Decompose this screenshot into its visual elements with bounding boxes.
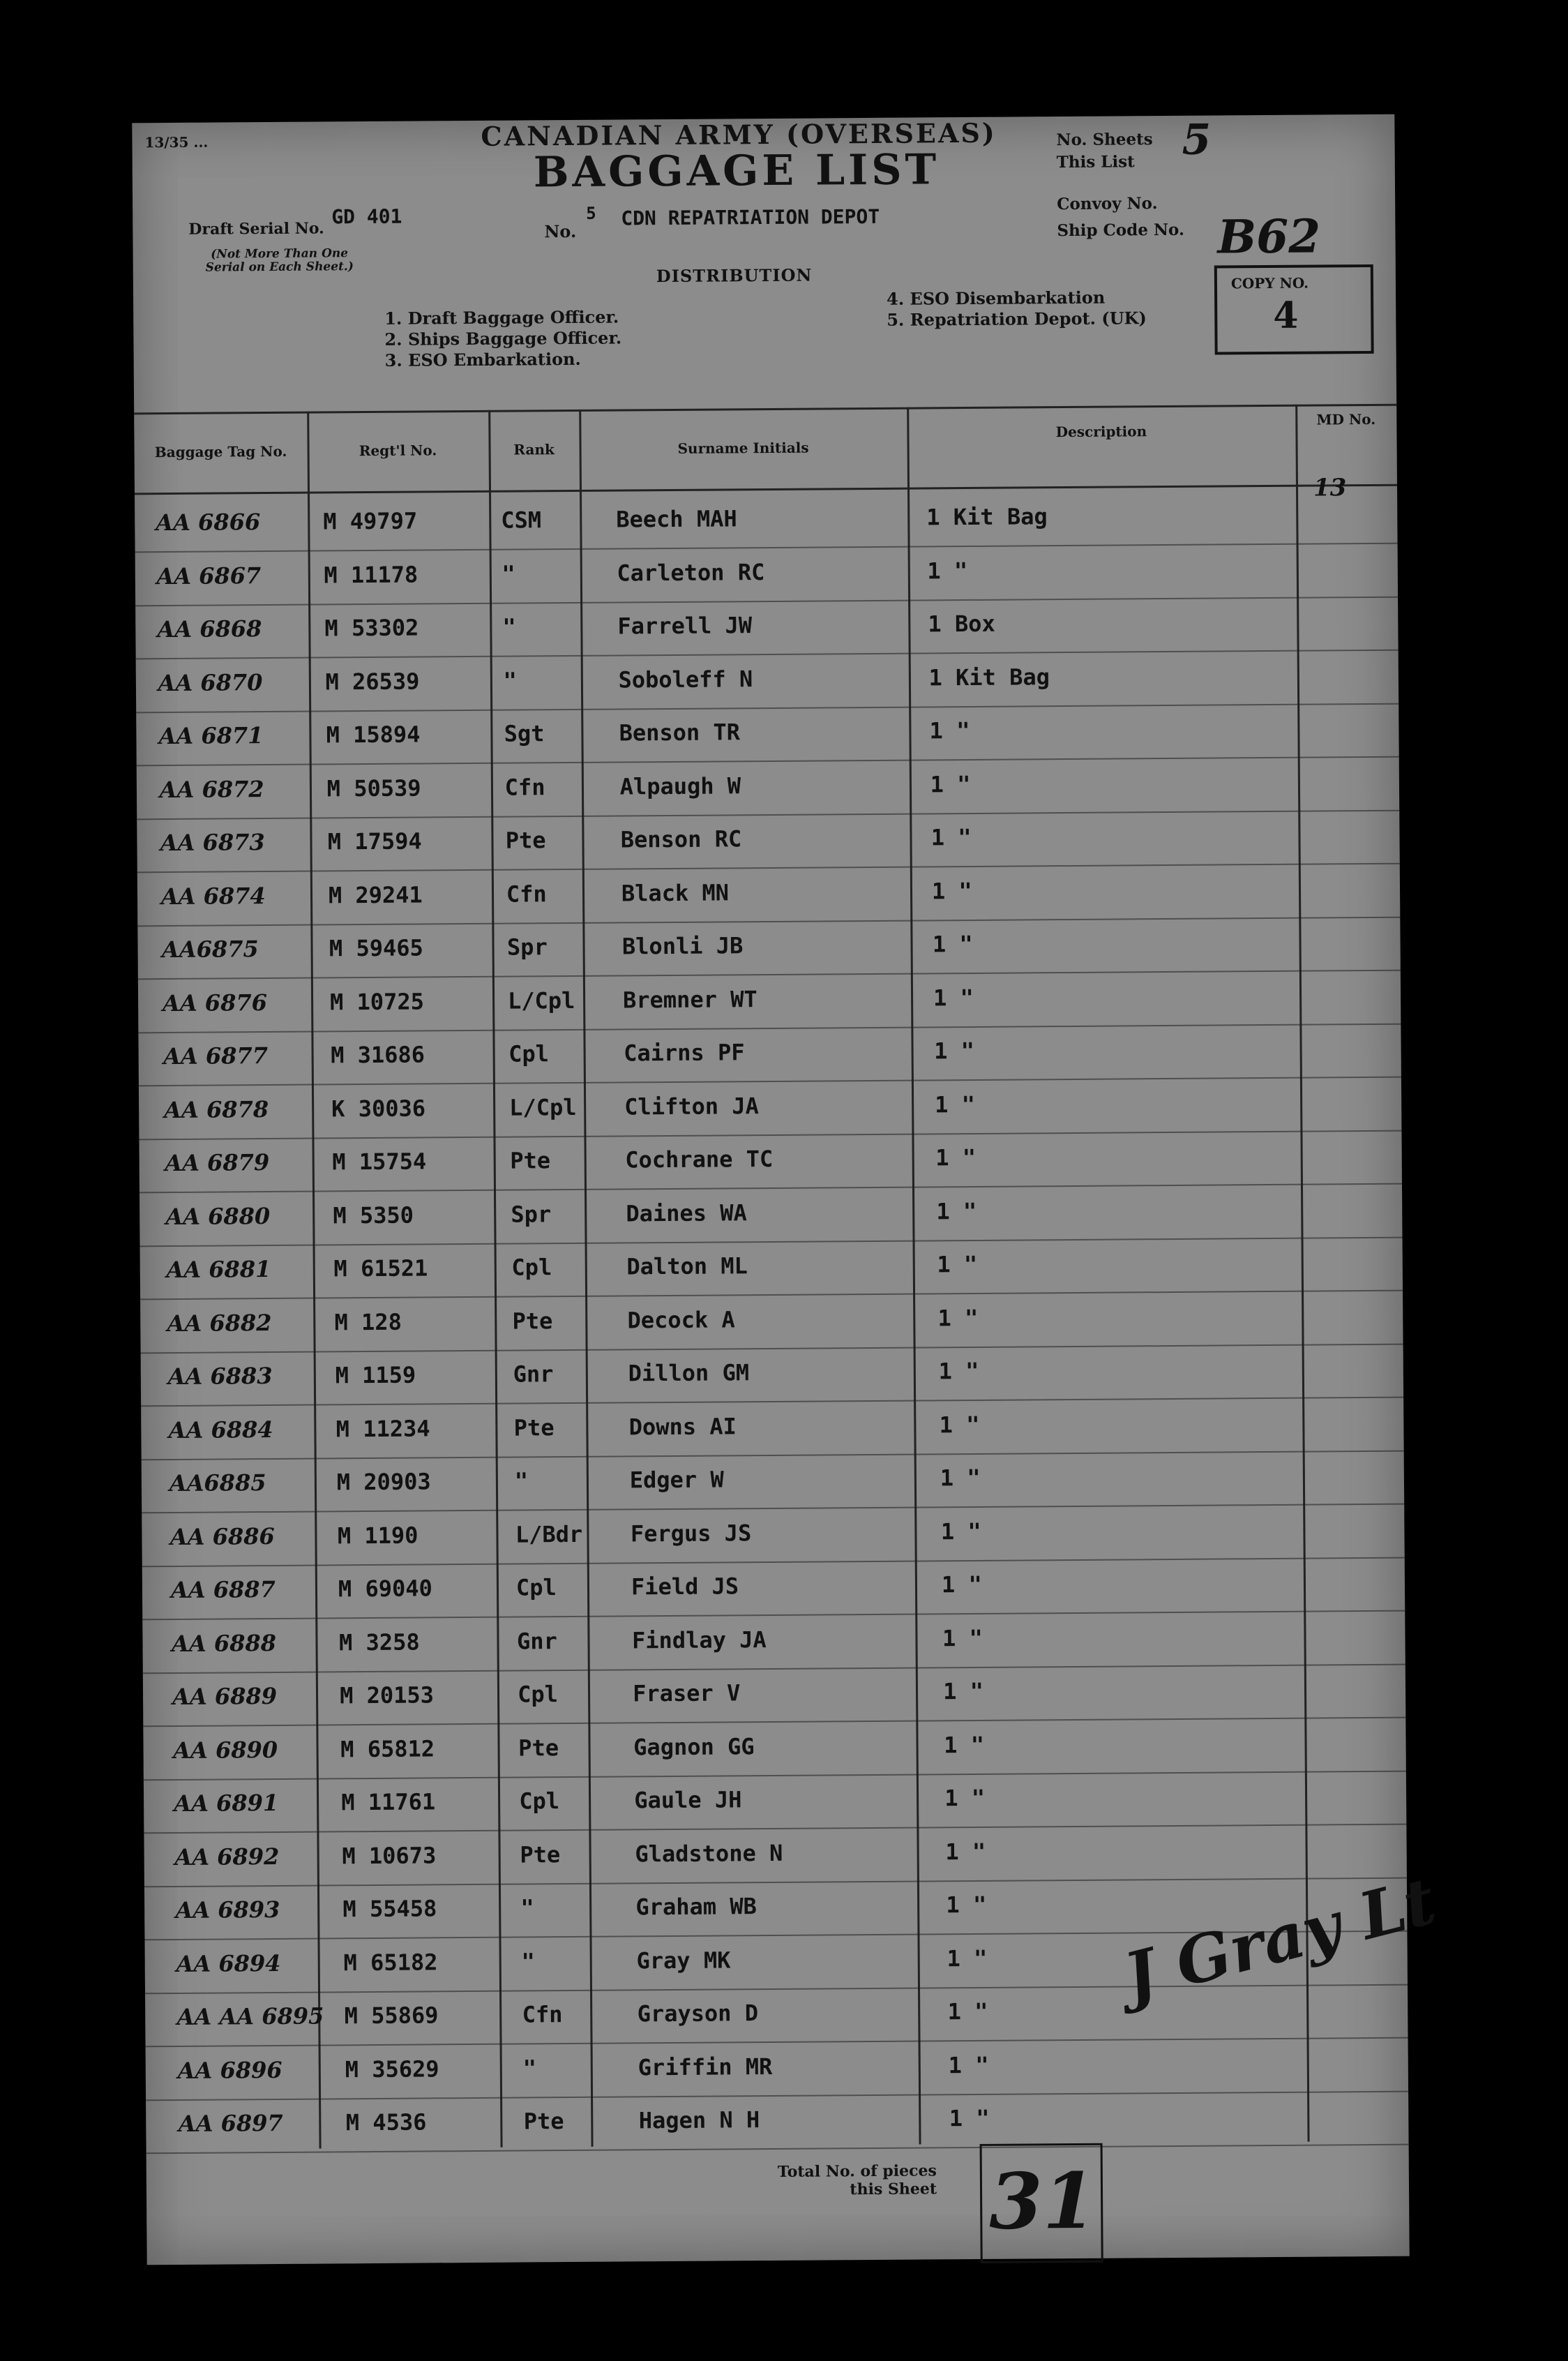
- distribution-item: 2. Ships Baggage Officer.: [384, 327, 622, 350]
- cell-rank: ": [502, 560, 515, 587]
- cell-surname-initials: Bremner WT: [622, 985, 757, 1013]
- cell-description: 1 Kit Bag: [928, 663, 1050, 691]
- row-rule: [144, 1824, 1406, 1834]
- cell-description: 1 ": [930, 770, 971, 797]
- form-number: 13/35 ...: [144, 133, 209, 151]
- cell-regt-no: M 20903: [336, 1468, 431, 1496]
- cell-description: 1 ": [942, 1677, 984, 1705]
- row-rule: [142, 1450, 1404, 1460]
- cell-surname-initials: Dalton ML: [626, 1252, 748, 1280]
- cell-baggage-tag: AA 6866: [156, 509, 261, 537]
- row-rule: [138, 1023, 1401, 1033]
- header-md-no: MD No.: [1316, 410, 1376, 428]
- cell-rank: ": [514, 1467, 529, 1494]
- no-sheets-label: No. Sheets: [1056, 130, 1153, 150]
- row-rule: [146, 2090, 1408, 2101]
- cell-rank: Pte: [505, 827, 546, 854]
- total-pieces-value: 31: [988, 2155, 1096, 2247]
- header-bottom-border: [135, 484, 1397, 495]
- header-description: Description: [1055, 423, 1147, 441]
- cell-description: 1 ": [948, 2051, 989, 2078]
- distribution-title: DISTRIBUTION: [656, 264, 813, 287]
- cell-description: 1 ": [942, 1624, 983, 1651]
- cell-regt-no: M 55458: [342, 1895, 437, 1923]
- row-rule: [141, 1343, 1403, 1354]
- cell-description: 1 Box: [928, 610, 995, 638]
- cell-rank: ": [520, 1894, 534, 1921]
- cell-rank: Cfn: [506, 880, 547, 908]
- cell-baggage-tag: AA 6891: [174, 1789, 279, 1817]
- distribution-item: 4. ESO Disembarkation: [886, 287, 1106, 309]
- cell-rank: Cpl: [511, 1254, 552, 1281]
- cell-description: 1 ": [936, 1197, 977, 1224]
- cell-baggage-tag: AA 6879: [165, 1149, 270, 1177]
- cell-description: 1 ": [940, 1464, 981, 1492]
- row-rule: [136, 703, 1399, 713]
- cell-rank: Pte: [512, 1307, 553, 1335]
- column-divider: [307, 412, 321, 2149]
- cell-baggage-tag: AA 6887: [170, 1575, 276, 1604]
- cell-surname-initials: Grayson D: [637, 2000, 759, 2028]
- cell-regt-no: M 65182: [343, 1948, 438, 1976]
- cell-regt-no: M 15754: [332, 1148, 427, 1176]
- cell-surname-initials: Fergus JS: [630, 1519, 752, 1547]
- ship-code-label: Ship Code No.: [1057, 220, 1185, 241]
- row-rule: [140, 1183, 1402, 1194]
- row-rule: [139, 1077, 1401, 1087]
- cell-description: 1 ": [927, 557, 968, 584]
- cell-rank: Spr: [511, 1200, 552, 1228]
- cell-rank: Pte: [518, 1734, 559, 1762]
- column-divider: [488, 410, 502, 2148]
- cell-description: 1 ": [931, 877, 972, 904]
- cell-rank: ": [503, 667, 517, 694]
- cell-regt-no: M 10725: [329, 987, 425, 1015]
- cell-regt-no: M 53302: [324, 614, 419, 642]
- cell-rank: L/Bdr: [515, 1520, 583, 1548]
- cell-description: 1 ": [937, 1304, 979, 1331]
- row-rule: [146, 2144, 1409, 2154]
- column-divider: [1295, 405, 1309, 2142]
- row-rule: [142, 1557, 1405, 1567]
- army-title: CANADIAN ARMY (OVERSEAS): [481, 117, 997, 152]
- cell-baggage-tag: AA 6896: [177, 2056, 282, 2084]
- cell-regt-no: M 11178: [324, 561, 419, 588]
- cell-baggage-tag: AA 6873: [160, 829, 265, 857]
- cell-baggage-tag: AA 6881: [166, 1256, 271, 1284]
- cell-regt-no: M 11761: [341, 1788, 436, 1816]
- cell-rank: Gnr: [513, 1361, 554, 1388]
- cell-regt-no: M 55869: [344, 2002, 439, 2030]
- cell-baggage-tag: AA AA 6895: [176, 2002, 324, 2030]
- cell-surname-initials: Findlay JA: [631, 1626, 767, 1654]
- cell-baggage-tag: AA 6893: [175, 1896, 280, 1924]
- draft-serial-label: Draft Serial No.: [188, 219, 324, 239]
- header-regt-no: Regt'l No.: [359, 442, 437, 460]
- distribution-item: 3. ESO Embarkation.: [384, 348, 581, 370]
- cell-surname-initials: Black MN: [621, 878, 730, 906]
- cell-description: 1 ": [949, 2104, 990, 2132]
- cell-rank: Cpl: [518, 1681, 559, 1708]
- cell-description: 1 ": [940, 1517, 981, 1545]
- row-rule: [140, 1290, 1403, 1301]
- cell-baggage-tag: AA 6868: [157, 615, 262, 643]
- cell-surname-initials: Benson RC: [620, 825, 742, 853]
- draft-serial-value: GD 401: [331, 204, 402, 229]
- row-rule: [135, 543, 1398, 553]
- cell-baggage-tag: AA 6877: [163, 1042, 269, 1070]
- cell-description: 1 ": [946, 1891, 987, 1919]
- row-rule: [143, 1717, 1405, 1727]
- ship-code-value: B62: [1217, 209, 1321, 264]
- cell-surname-initials: Clifton JA: [624, 1092, 759, 1120]
- cell-description: 1 ": [933, 984, 974, 1011]
- cell-description: 1 ": [935, 1144, 977, 1171]
- distribution-item: 1. Draft Baggage Officer.: [384, 306, 619, 329]
- cell-description: 1 ": [935, 1090, 976, 1118]
- cell-baggage-tag: AA 6872: [159, 775, 264, 803]
- cell-regt-no: M 69040: [338, 1575, 432, 1603]
- cell-surname-initials: Cochrane TC: [625, 1145, 774, 1174]
- cell-surname-initials: Field JS: [631, 1573, 739, 1601]
- cell-surname-initials: Benson TR: [619, 719, 741, 747]
- row-rule: [141, 1397, 1403, 1407]
- cell-description: 1 ": [947, 1944, 988, 1972]
- cell-rank: CSM: [501, 507, 542, 534]
- cell-surname-initials: Gagnon GG: [633, 1732, 755, 1760]
- cell-description: 1 ": [929, 717, 970, 744]
- cell-regt-no: M 128: [334, 1308, 402, 1335]
- total-pieces-box: [980, 2143, 1103, 2263]
- cell-surname-initials: Downs AI: [628, 1412, 737, 1440]
- cell-rank: Pte: [520, 1841, 561, 1868]
- cell-rank: Gnr: [516, 1627, 557, 1655]
- cell-description: 1 ": [930, 823, 972, 851]
- cell-rank: Sgt: [504, 720, 545, 747]
- cell-surname-initials: Griffin MR: [638, 2053, 773, 2081]
- cell-surname-initials: Blonli JB: [621, 932, 744, 960]
- cell-surname-initials: Gladstone N: [635, 1839, 783, 1867]
- total-pieces-label: [778, 2161, 937, 2199]
- cell-regt-no: M 3258: [338, 1628, 420, 1656]
- cell-rank: Pte: [510, 1147, 551, 1174]
- row-rule: [138, 970, 1401, 980]
- row-rule: [142, 1504, 1404, 1514]
- cell-regt-no: M 4536: [345, 2108, 427, 2136]
- cell-surname-initials: Hagen N H: [638, 2106, 760, 2134]
- cell-surname-initials: Carleton RC: [617, 558, 765, 587]
- cell-surname-initials: Edger W: [629, 1466, 724, 1494]
- cell-baggage-tag: AA 6897: [178, 2109, 283, 2137]
- cell-surname-initials: Gaule JH: [634, 1786, 742, 1814]
- cell-regt-no: M 26539: [325, 667, 420, 695]
- cell-rank: ": [521, 1947, 535, 1975]
- cell-baggage-tag: AA 6889: [172, 1682, 278, 1711]
- cell-rank: L/Cpl: [509, 1093, 577, 1121]
- row-rule: [137, 916, 1400, 927]
- cell-regt-no: M 65812: [340, 1734, 435, 1762]
- cell-regt-no: M 59465: [329, 934, 423, 962]
- header-rank: Rank: [513, 441, 555, 458]
- cell-baggage-tag: AA 6876: [162, 989, 268, 1017]
- cell-regt-no: M 31686: [331, 1041, 425, 1069]
- cell-description: 1 ": [945, 1838, 986, 1865]
- cell-regt-no: M 35629: [345, 2055, 439, 2083]
- cell-baggage-tag: AA 6890: [173, 1736, 278, 1764]
- cell-rank: Cpl: [515, 1574, 557, 1601]
- cell-description: 1 ": [938, 1357, 979, 1385]
- cell-regt-no: M 20153: [340, 1681, 435, 1709]
- row-rule: [144, 1877, 1407, 1887]
- total-pieces-label-line2: this Sheet: [850, 2180, 937, 2199]
- cell-regt-no: M 49797: [323, 507, 418, 535]
- header-baggage-tag: Baggage Tag No.: [154, 442, 287, 461]
- cell-regt-no: M 29241: [328, 880, 423, 908]
- depot-no-value: 5: [586, 203, 596, 223]
- cell-surname-initials: Alpaugh W: [619, 772, 741, 800]
- cell-surname-initials: Graham WB: [635, 1893, 757, 1921]
- cell-rank: Cfn: [522, 2001, 563, 2028]
- cell-description: 1 ": [937, 1250, 978, 1278]
- row-rule: [143, 1663, 1405, 1674]
- row-rule: [142, 1610, 1405, 1621]
- row-rule: [139, 1130, 1401, 1140]
- cell-rank: L/Cpl: [507, 987, 575, 1014]
- list-title: BAGGAGE LIST: [533, 145, 940, 197]
- header-surname-initials: Surname Initials: [677, 439, 809, 457]
- cell-surname-initials: Gray MK: [636, 1946, 731, 1974]
- cell-baggage-tag: AA 6870: [158, 668, 263, 696]
- this-list-label: This List: [1056, 152, 1135, 172]
- cell-surname-initials: Dillon GM: [628, 1359, 750, 1387]
- convoy-label: Convoy No.: [1057, 194, 1158, 214]
- cell-regt-no: M 11234: [336, 1414, 430, 1442]
- cell-description: 1 ": [941, 1571, 982, 1598]
- cell-surname-initials: Daines WA: [626, 1199, 747, 1227]
- no-sheets-value: 5: [1182, 115, 1212, 165]
- row-rule: [137, 863, 1400, 874]
- cell-baggage-tag: AA 6884: [168, 1416, 273, 1444]
- cell-regt-no: M 61521: [333, 1254, 428, 1282]
- row-rule: [135, 596, 1398, 606]
- copy-number-value: 4: [1273, 294, 1299, 337]
- cell-description: 1 ": [932, 930, 973, 958]
- cell-description: 1 ": [944, 1731, 985, 1758]
- depot-no-label: No.: [544, 220, 577, 242]
- cell-regt-no: M 10673: [342, 1841, 437, 1869]
- depot-name: CDN REPATRIATION DEPOT: [621, 204, 880, 230]
- cell-regt-no: K 30036: [331, 1094, 426, 1122]
- cell-regt-no: M 17594: [327, 827, 422, 855]
- cell-regt-no: M 1190: [337, 1522, 419, 1549]
- cell-regt-no: M 5350: [333, 1201, 414, 1229]
- row-rule: [137, 756, 1399, 767]
- cell-surname-initials: Fraser V: [632, 1679, 741, 1707]
- cell-surname-initials: Cairns PF: [623, 1039, 745, 1067]
- cell-regt-no: M 15894: [326, 721, 421, 749]
- cell-rank: Cpl: [508, 1040, 550, 1067]
- total-pieces-label-line1: Total No. of pieces: [777, 2161, 937, 2181]
- row-rule: [140, 1236, 1403, 1247]
- cell-rank: Pte: [523, 2108, 564, 2135]
- column-divider: [579, 410, 593, 2147]
- cell-rank: Pte: [513, 1414, 555, 1441]
- cell-description: 1 Kit Bag: [926, 503, 1048, 531]
- row-rule: [144, 1770, 1406, 1781]
- cell-surname-initials: Beech MAH: [616, 505, 737, 533]
- cell-baggage-tag: AA6885: [169, 1469, 266, 1497]
- cell-description: 1 ": [933, 1037, 975, 1065]
- cell-baggage-tag: AA6875: [161, 936, 259, 964]
- row-rule: [136, 650, 1399, 660]
- cell-rank: Cpl: [519, 1787, 560, 1815]
- draft-note: (Not More Than One Serial on Each Sheet.): [205, 246, 354, 275]
- cell-surname-initials: Decock A: [627, 1305, 735, 1333]
- cell-rank: ": [502, 613, 516, 640]
- cell-surname-initials: Soboleff N: [618, 665, 753, 694]
- row-rule: [146, 2037, 1408, 2048]
- cell-baggage-tag: AA 6886: [169, 1522, 275, 1550]
- cell-baggage-tag: AA 6874: [160, 882, 266, 910]
- cell-surname-initials: Farrell JW: [617, 612, 753, 640]
- cell-baggage-tag: AA 6882: [167, 1309, 272, 1337]
- baggage-list-sheet: [132, 114, 1443, 2265]
- cell-baggage-tag: AA 6871: [158, 722, 264, 750]
- cell-description: 1 ": [944, 1784, 986, 1812]
- cell-regt-no: M 1159: [335, 1361, 416, 1389]
- copy-number-box: [1214, 264, 1374, 355]
- copy-number-label: COPY NO.: [1230, 274, 1309, 292]
- cell-rank: ": [522, 2054, 537, 2082]
- distribution-item: 5. Repatriation Depot. (UK): [887, 308, 1147, 330]
- cell-baggage-tag: AA 6883: [167, 1362, 273, 1391]
- cell-baggage-tag: AA 6888: [171, 1629, 277, 1657]
- cell-baggage-tag: AA 6878: [164, 1095, 269, 1123]
- cell-description: 1 ": [939, 1411, 980, 1438]
- md-number-value: 13: [1313, 474, 1347, 502]
- cell-baggage-tag: AA 6880: [165, 1202, 271, 1230]
- cell-baggage-tag: AA 6894: [176, 1949, 281, 1977]
- cell-description: 1 ": [947, 1998, 988, 2025]
- cell-regt-no: M 50539: [326, 774, 421, 802]
- cell-rank: Spr: [506, 934, 548, 961]
- officer-signature: J Gray Lt: [1117, 1863, 1443, 2015]
- column-divider: [907, 407, 921, 2145]
- cell-rank: Cfn: [504, 773, 545, 801]
- cell-baggage-tag: AA 6892: [174, 1843, 280, 1871]
- row-rule: [137, 809, 1399, 820]
- cell-baggage-tag: AA 6867: [156, 562, 262, 590]
- table-top-border: [134, 404, 1396, 415]
